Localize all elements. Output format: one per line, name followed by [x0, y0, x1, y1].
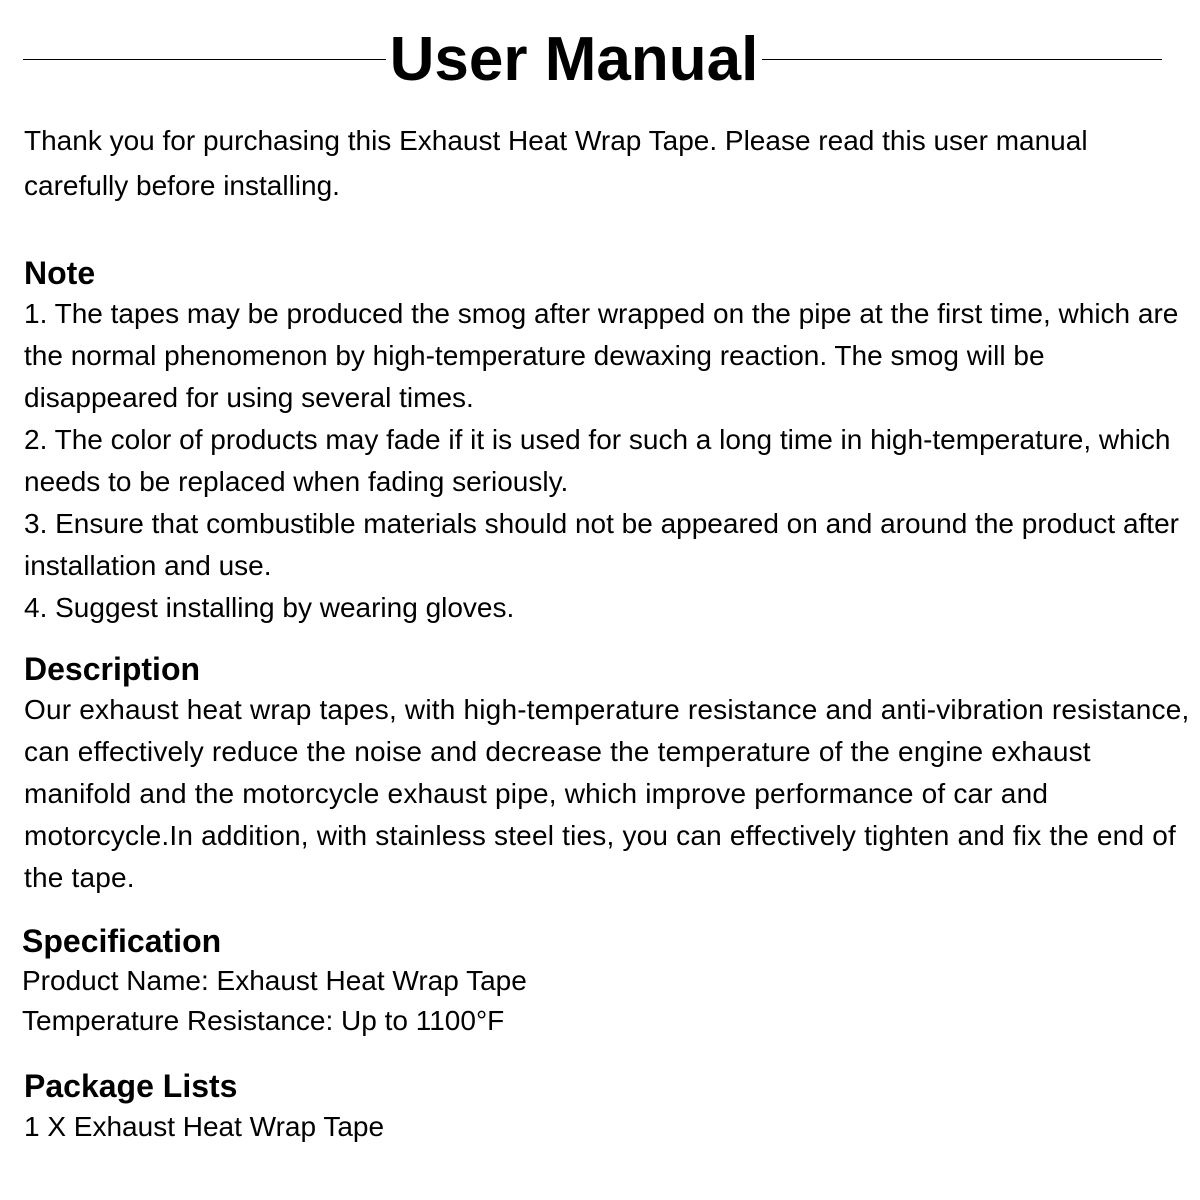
note-list [24, 293, 1196, 629]
specification-heading: Specification [22, 923, 222, 959]
title-divider-right [762, 59, 1162, 60]
package-item: 1 X Exhaust Heat Wrap Tape [24, 1111, 385, 1142]
note-item-3: 3. Ensure that combustible materials should not be appeared on and around the product after installation and use. [24, 508, 1179, 581]
intro-text: Thank you for purchasing this Exhaust Heat Wrap Tape. Please read this user manual carefully before installing. [24, 125, 1088, 201]
note-heading: Note [24, 255, 96, 291]
manual-content [24, 118, 1196, 1148]
note-item-1: 1. The tapes may be produced the smog after wrapped on the pipe at the first time, which are the normal phenomenon by high-temperature dewaxing reaction. The smog will be disappeared for using several times. [24, 298, 1179, 413]
spec-product-name: Product Name: Exhaust Heat Wrap Tape [22, 965, 527, 996]
description-text: Our exhaust heat wrap tapes, with high-temperature resistance and anti-vibration resistance, can effectively reduce the noise and decrease the temperature of the engine exhaust manifold and the motorcycle exhaust pipe, which improve performance of car and motorcycle.In addition, with stainless steel ties, you can effectively tighten and fix the end of the tape. [24, 694, 1190, 893]
note-item-2: 2. The color of products may fade if it is used for such a long time in high-temperature, which needs to be replaced when fading seriously. [24, 424, 1171, 497]
title-row [0, 22, 1200, 98]
spec-temperature-resistance: Temperature Resistance: Up to 1100°F [22, 1005, 505, 1036]
page-title: User Manual [389, 25, 759, 94]
note-item-4: 4. Suggest installing by wearing gloves. [24, 592, 515, 623]
package-heading: Package Lists [24, 1068, 238, 1104]
title-divider-left [23, 59, 386, 60]
description-heading: Description [24, 651, 201, 687]
